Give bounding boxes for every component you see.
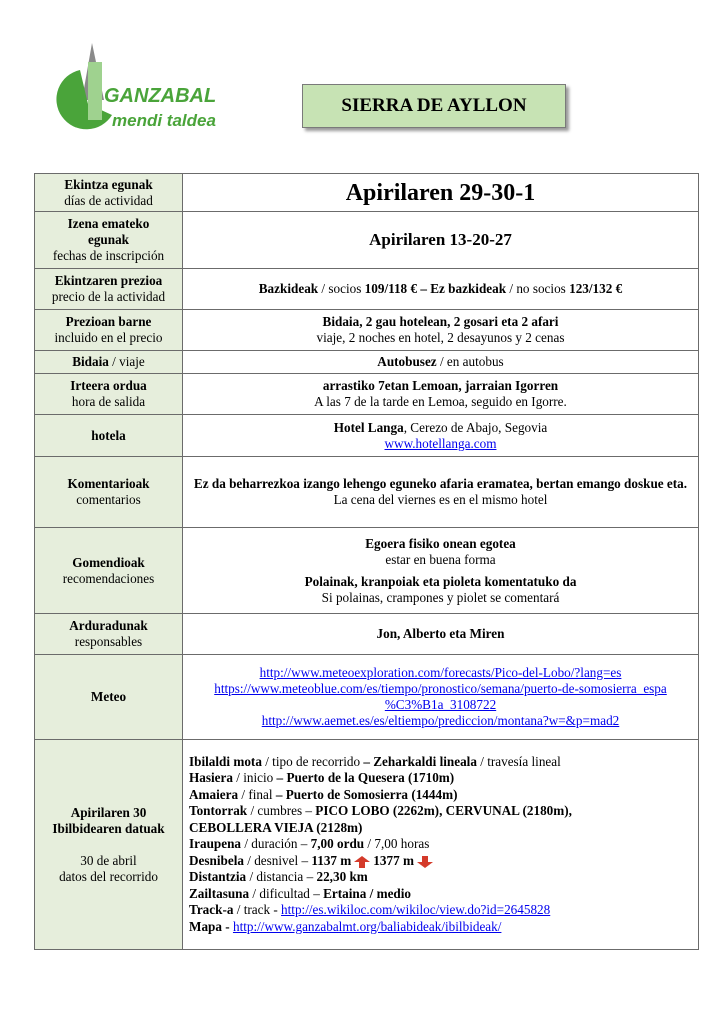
route-type-key-es: / tipo de recorrido — [261, 753, 361, 769]
map-link[interactable]: http://www.ganzabalmt.org/baliabideak/ibilbideak/ — [232, 918, 502, 934]
label-cell — [35, 174, 183, 212]
value-cell — [183, 310, 699, 351]
label-es: 30 de abril — [80, 852, 137, 868]
end-key: Amaiera — [189, 786, 239, 802]
departure-es: A las 7 de la tarde en Lemoa, seguido en Igorre. — [314, 394, 567, 409]
table-row — [35, 457, 699, 528]
label-eu: Ibilbidearen datuak — [52, 820, 165, 836]
activity-dates: Apirilaren 29-30-1 — [345, 179, 536, 206]
label-cell — [35, 655, 183, 740]
club-logo — [52, 40, 222, 150]
table-row — [35, 528, 699, 614]
distance-key: Distantzia — [189, 869, 247, 885]
value-cell — [183, 174, 699, 212]
label-cell — [35, 269, 183, 310]
logo-line2: mendi taldea — [112, 111, 216, 130]
recommendation-2-eu: Polainak, kranpoiak eta pioleta komentatuko da — [304, 573, 577, 589]
duration-value: 7,00 ordu — [310, 836, 365, 852]
elevation-key: Desnibela — [189, 852, 244, 868]
route-type-value-es: / travesía lineal — [476, 753, 561, 769]
table-row — [35, 655, 699, 740]
departure-eu: arrastiko 7etan Lemoan, jarraian Igorren — [322, 378, 559, 393]
comment-es: La cena del viernes es en el mismo hotel — [333, 492, 548, 507]
route-details — [183, 740, 699, 950]
travel-es: / en autobus — [436, 354, 504, 369]
recommendation-2-es: Si polainas, crampones y piolet se comentará — [321, 589, 560, 605]
peaks-key-es: / cumbres – — [247, 803, 316, 819]
registration-dates: Apirilaren 13-20-27 — [369, 229, 512, 249]
included-es: viaje, 2 noches en hotel, 2 desayunos y 2 cenas — [316, 330, 565, 345]
value-cell — [183, 457, 699, 528]
table-row — [35, 310, 699, 351]
arrow-down-icon — [417, 856, 433, 868]
end-key-es: / final — [238, 786, 273, 802]
nonmembers-label-es: / no socios — [506, 281, 570, 296]
label-eu: Bidaia — [72, 354, 109, 369]
weather-link-3[interactable]: http://www.aemet.es/es/eltiempo/prediccion/montana?w=&p=mad2 — [261, 713, 620, 728]
peaks-key: Tontorrak — [189, 803, 248, 819]
page-title: SIERRA DE AYLLON — [302, 84, 566, 128]
table-row — [35, 374, 699, 415]
difficulty-key: Zailtasuna — [189, 885, 250, 901]
route-type-value: Zeharkaldi lineala — [373, 753, 477, 769]
table-row — [35, 174, 699, 212]
value-cell — [183, 212, 699, 269]
label-es: precio de la actividad — [51, 289, 166, 304]
track-key-es: / track - — [233, 902, 282, 918]
included-eu: Bidaia, 2 gau hotelean, 2 gosari eta 2 afari — [322, 314, 559, 329]
label-cell — [35, 614, 183, 655]
label-cell — [35, 212, 183, 269]
hotel-link[interactable]: www.hotellanga.com — [384, 435, 497, 451]
label-cell — [35, 374, 183, 415]
elevation-key-es: / desnivel – — [243, 852, 312, 868]
value-cell — [183, 351, 699, 374]
peaks-value-cont: CEBOLLERA VIEJA (2128m) — [189, 819, 363, 835]
label-cell — [35, 310, 183, 351]
value-cell — [183, 269, 699, 310]
start-key: Hasiera — [189, 770, 233, 786]
members-price: 109/118 € — [364, 281, 418, 296]
value-cell — [183, 374, 699, 415]
label-eu: Apirilaren 30 — [70, 804, 147, 820]
difficulty-value: Ertaina / medio — [323, 885, 412, 901]
peaks-value: PICO LOBO (2262m), CERVUNAL (2180m), — [315, 803, 572, 819]
travel-eu: Autobusez — [377, 354, 437, 369]
recommendation-1-es: estar en buena forma — [385, 551, 496, 567]
label-eu: egunak — [87, 232, 130, 247]
difficulty-key-es: / dificultad – — [249, 885, 324, 901]
nonmembers-price: 123/132 € — [569, 281, 623, 296]
label-eu: Ekintza egunak — [64, 176, 153, 192]
label-cell — [35, 351, 183, 374]
table-row — [35, 269, 699, 310]
label-eu: Ekintzaren prezioa — [54, 273, 163, 288]
label-eu: Gomendioak — [72, 554, 145, 570]
label-es: datos del recorrido — [59, 868, 158, 884]
value-cell — [183, 415, 699, 457]
track-link[interactable]: http://es.wikiloc.com/wikiloc/view.do?id=2645828 — [281, 902, 551, 918]
track-key: Track-a — [189, 902, 234, 918]
label-es: / viaje — [108, 354, 145, 369]
elevation-up: 1137 m — [311, 852, 352, 868]
route-type-sep: – — [360, 753, 374, 769]
hotel-address: , Cerezo de Abajo, Segovia — [403, 419, 548, 435]
table-row — [35, 415, 699, 457]
value-cell — [183, 528, 699, 614]
duration-key-es: / duración – — [241, 836, 311, 852]
label-es: recomendaciones — [62, 570, 155, 586]
label-eu: Arduradunak — [69, 618, 148, 633]
label-eu: Prezioan barne — [65, 314, 152, 329]
route-type-key: Ibilaldi mota — [189, 753, 262, 769]
start-key-es: / inicio — [232, 770, 274, 786]
price-separator: – — [417, 281, 431, 296]
label-eu: Komentarioak — [67, 476, 150, 491]
distance-value: 22,30 km — [316, 869, 368, 885]
recommendation-1-eu: Egoera fisiko onean egotea — [365, 535, 516, 551]
logo-line1: GANZABAL — [104, 85, 217, 107]
responsible-names: Jon, Alberto eta Miren — [376, 626, 505, 641]
weather-link-2[interactable]: https://www.meteoblue.com/es/tiempo/pronostico/semana/puerto-de-somosierra_espa — [214, 681, 667, 696]
table-row — [35, 614, 699, 655]
table-row — [35, 740, 699, 950]
map-key: Mapa - — [189, 918, 233, 934]
label-eu: Izena emateko — [67, 216, 150, 231]
elevation-down: 1377 m — [373, 852, 414, 868]
label-cell — [35, 740, 183, 950]
label-es: hora de salida — [71, 394, 146, 409]
label-es: incluido en el precio — [54, 330, 163, 345]
members-label-es: / socios — [318, 281, 365, 296]
duration-key: Iraupena — [189, 836, 242, 852]
comment-eu: Ez da beharrezkoa izango lehengo eguneko afaria eramatea, bertan emango doskue eta. — [193, 476, 688, 491]
distance-key-es: / distancia – — [246, 869, 317, 885]
activity-info-table — [34, 173, 699, 950]
label-eu: Meteo — [90, 689, 127, 704]
value-cell — [183, 614, 699, 655]
label-es: comentarios — [76, 492, 141, 507]
duration-value-es: / 7,00 horas — [364, 836, 430, 852]
label-cell — [35, 415, 183, 457]
label-cell — [35, 457, 183, 528]
value-cell — [183, 655, 699, 740]
table-row — [35, 351, 699, 374]
label-cell — [35, 528, 183, 614]
end-value: – Puerto de Somosierra (1444m) — [272, 786, 458, 802]
start-value: – Puerto de la Quesera (1710m) — [273, 770, 455, 786]
table-row — [35, 212, 699, 269]
label-eu: hotela — [91, 427, 126, 443]
label-es: responsables — [74, 634, 143, 649]
weather-link-1[interactable]: http://www.meteoexploration.com/forecasts/Pico-del-Lobo/?lang=es — [259, 665, 622, 680]
label-es: fechas de inscripción — [52, 248, 165, 263]
members-label: Bazkideak — [258, 281, 319, 296]
weather-link-2-cont[interactable]: %C3%B1a_3108722 — [384, 697, 497, 712]
logo-graphic — [52, 40, 222, 150]
label-eu: Irteera ordua — [70, 378, 147, 393]
hotel-name: Hotel Langa — [333, 419, 404, 435]
label-es: días de actividad — [64, 192, 153, 208]
arrow-up-icon — [354, 856, 370, 868]
nonmembers-label: Ez bazkideak — [430, 281, 507, 296]
